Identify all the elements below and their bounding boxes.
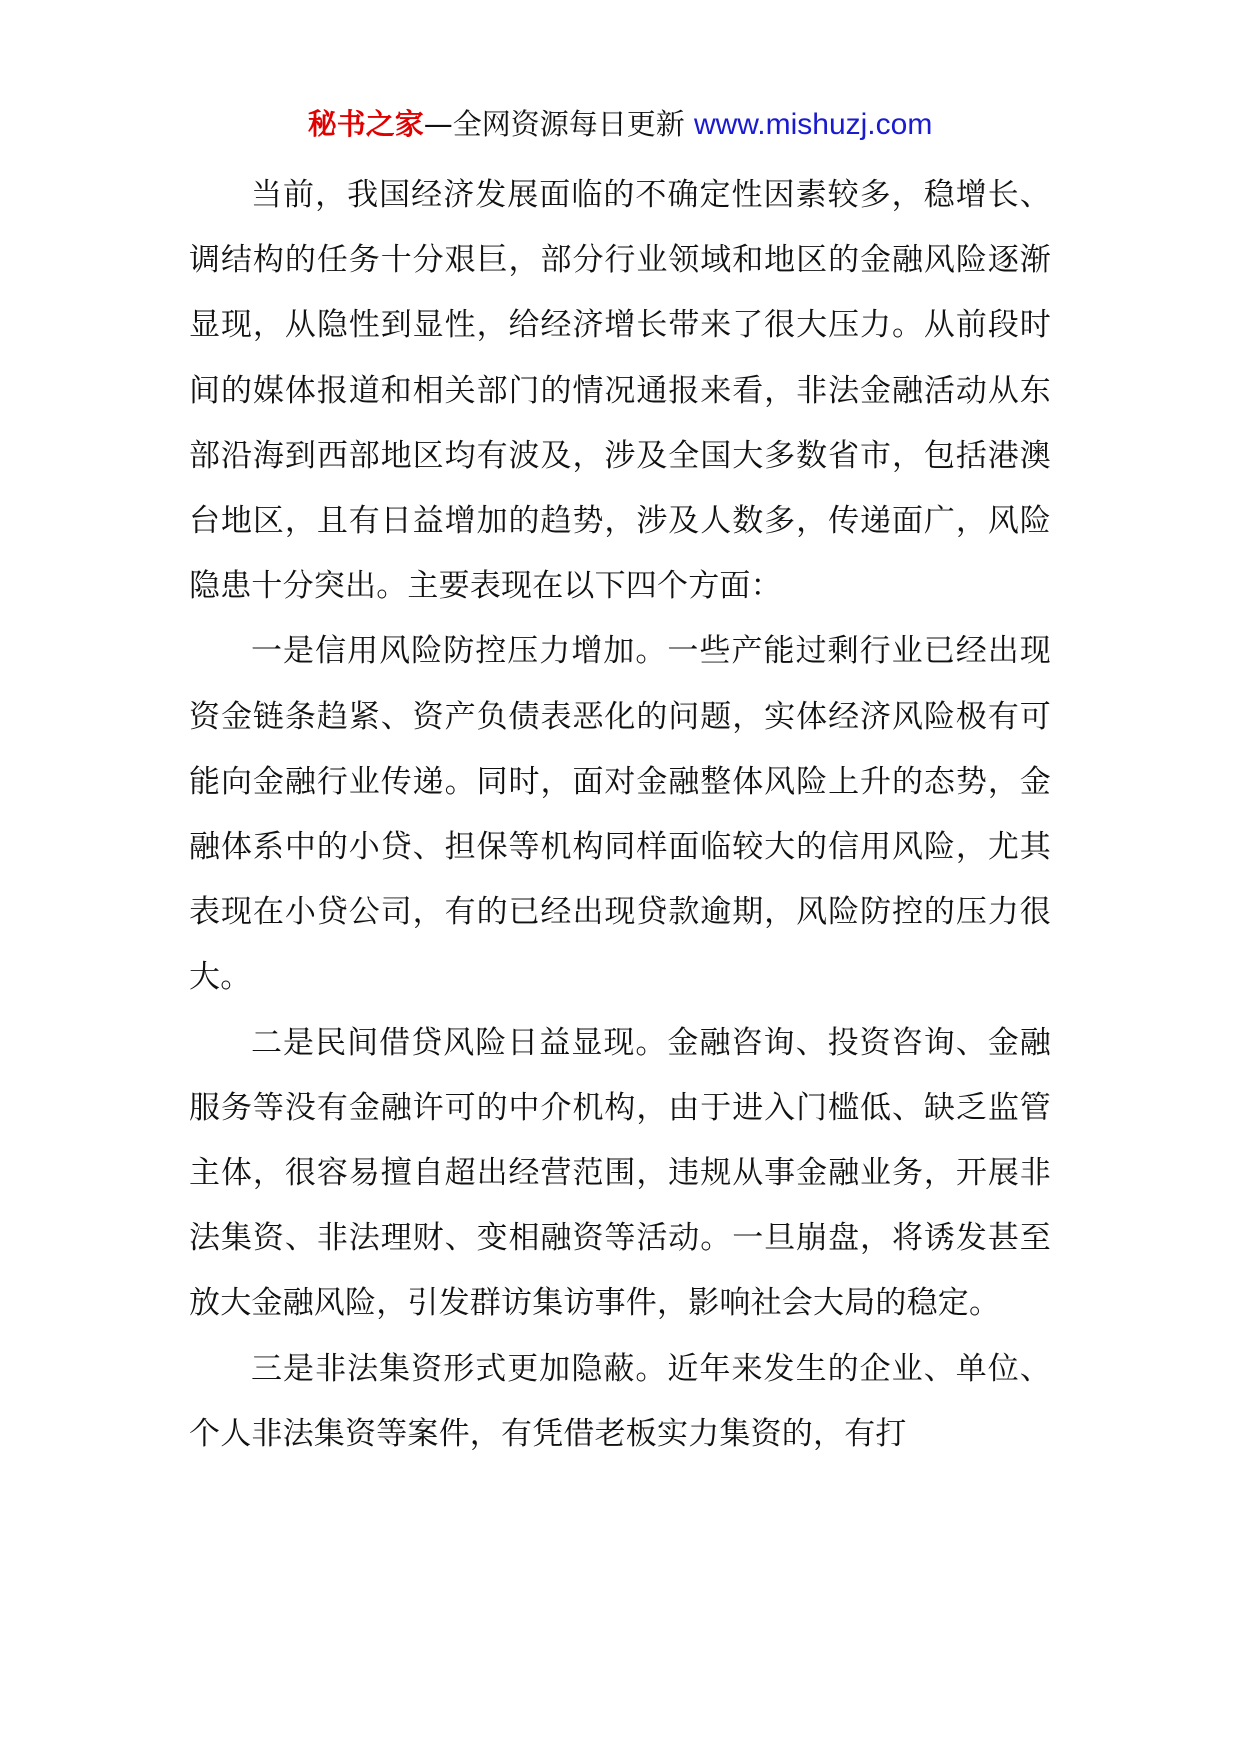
header-slogan: —全网资源每日更新 xyxy=(423,107,685,141)
paragraph-credit-risk: 一是信用风险防控压力增加。一些产能过剩行业已经出现资金链条趋紧、资产负债表恶化的问题，实体经济风险极有可能向金融行业传递。同时，面对金融整体风险上升的态势，金融体系中的小贷、担保等机构同样面临较大的信用风险，尤其表现在小贷公司，有的已经出现贷款逾期，风险防控的压力很大。 xyxy=(189,633,1051,996)
paragraph-intro: 当前，我国经济发展面临的不确定性因素较多，稳增长、调结构的任务十分艰巨，部分行业领域和地区的金融风险逐渐显现，从隐性到显性，给经济增长带来了很大压力。从前段时间的媒体报道和相关部门的情况通报来看，非法金融活动从东部沿海到西部地区均有波及，涉及全国大多数省市，包括港澳台地区，且有日益增加的趋势，涉及人数多，传递面广，风险隐患十分突出。主要表现在以下四个方面： xyxy=(189,177,1051,605)
paragraph-illegal-fundraising: 三是非法集资形式更加隐蔽。近年来发生的企业、单位、个人非法集资等案件，有凭借老板实力集资的，有打 xyxy=(189,1350,1051,1452)
document-body xyxy=(189,163,1051,1467)
site-url-link[interactable]: www.mishuzj.com xyxy=(693,108,933,141)
paragraph-private-lending: 二是民间借贷风险日益显现。金融咨询、投资咨询、金融服务等没有金融许可的中介机构，由于进入门槛低、缺乏监管主体，很容易擅自超出经营范围，违规从事金融业务，开展非法集资、非法理财、变相融资等活动。一旦崩盘，将诱发甚至放大金融风险，引发群访集访事件，影响社会大局的稳定。 xyxy=(189,1024,1051,1322)
brand-name: 秘书之家 xyxy=(307,107,424,141)
site-header xyxy=(0,98,1240,151)
